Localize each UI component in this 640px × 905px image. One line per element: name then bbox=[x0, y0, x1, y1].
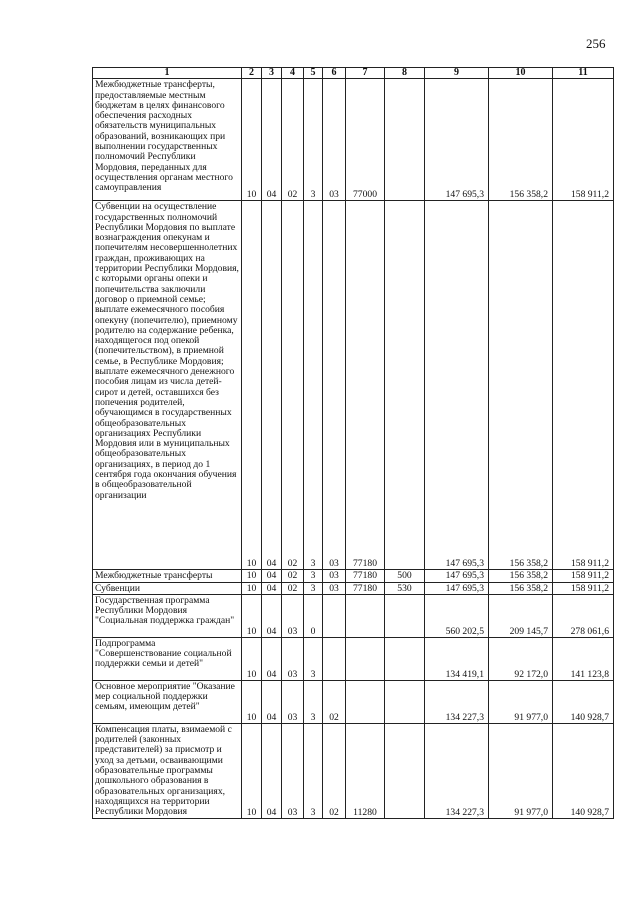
cell-c3: 04 bbox=[262, 201, 282, 570]
cell-c3: 04 bbox=[262, 570, 282, 582]
cell-v9: 147 695,3 bbox=[425, 201, 489, 570]
cell-c5: 3 bbox=[304, 79, 323, 201]
cell-v10: 92 172,0 bbox=[489, 637, 553, 680]
cell-v11: 158 911,2 bbox=[553, 582, 614, 594]
cell-c6: 02 bbox=[323, 680, 346, 723]
cell-c4: 03 bbox=[282, 637, 304, 680]
cell-c5: 3 bbox=[304, 637, 323, 680]
cell-c4: 03 bbox=[282, 594, 304, 637]
cell-v10: 156 358,2 bbox=[489, 201, 553, 570]
cell-v11: 158 911,2 bbox=[553, 570, 614, 582]
cell-c7: 11280 bbox=[346, 723, 385, 818]
row-name: Субвенции на осуществление государственных полномочий Республики Мордовия по выплате вознаграждения опекунам и попечителям несовершеннолетних граждан, проживающих на территории Республики Мордовия, с которыми органы опеки и попечительства заключили договор о приемной семье; выплате ежемесячного пособия опекуну (попечителю), приемному родителю на содержание ребенка, находящегося под опекой (попечительством), в приемной семье, в Республике Мордовия; выплате ежемесячного денежного пособия лицам из числа детей-сирот и детей, оставшихся без попечения родителей, обучающимся в государственных общеобразовательных организациях Республики Мордовия или в муниципальных общеобразовательных организациях, в период до 1 сентября года окончания обучения в общеобразовательной организации bbox=[93, 201, 242, 570]
cell-c4: 03 bbox=[282, 680, 304, 723]
header-cell: 10 bbox=[489, 68, 553, 79]
header-cell: 5 bbox=[304, 68, 323, 79]
cell-c8: 530 bbox=[385, 582, 425, 594]
cell-c2: 10 bbox=[242, 680, 262, 723]
cell-c7 bbox=[346, 637, 385, 680]
cell-c3: 04 bbox=[262, 594, 282, 637]
cell-v11: 278 061,6 bbox=[553, 594, 614, 637]
cell-c5: 3 bbox=[304, 570, 323, 582]
cell-c2: 10 bbox=[242, 594, 262, 637]
cell-v9: 134 227,3 bbox=[425, 680, 489, 723]
header-cell: 2 bbox=[242, 68, 262, 79]
cell-c4: 02 bbox=[282, 201, 304, 570]
row-name: Межбюджетные трансферты, предоставляемые местным бюджетам в целях финансового обеспечения расходных обязательств муниципальных образований, возникающих при выполнении государственных полномочий Республики Мордовия, переданных для осуществления органам местного самоуправления bbox=[93, 79, 242, 201]
cell-c4: 02 bbox=[282, 79, 304, 201]
cell-v9: 147 695,3 bbox=[425, 79, 489, 201]
cell-c7: 77180 bbox=[346, 201, 385, 570]
cell-c2: 10 bbox=[242, 201, 262, 570]
cell-v9: 134 419,1 bbox=[425, 637, 489, 680]
header-cell: 9 bbox=[425, 68, 489, 79]
cell-v11: 140 928,7 bbox=[553, 723, 614, 818]
header-cell: 4 bbox=[282, 68, 304, 79]
cell-v9: 147 695,3 bbox=[425, 582, 489, 594]
row-name: Государственная программа Республики Мордовия "Социальная поддержка граждан" bbox=[93, 594, 242, 637]
cell-c7 bbox=[346, 594, 385, 637]
header-row bbox=[93, 68, 614, 79]
cell-v10: 156 358,2 bbox=[489, 570, 553, 582]
cell-c4: 02 bbox=[282, 570, 304, 582]
table-row bbox=[93, 594, 614, 637]
cell-c7: 77000 bbox=[346, 79, 385, 201]
row-name: Подпрограмма "Совершенствование социальной поддержки семьи и детей" bbox=[93, 637, 242, 680]
cell-v10: 91 977,0 bbox=[489, 680, 553, 723]
cell-c3: 04 bbox=[262, 680, 282, 723]
header-cell: 11 bbox=[553, 68, 614, 79]
cell-v10: 209 145,7 bbox=[489, 594, 553, 637]
cell-c5: 3 bbox=[304, 201, 323, 570]
row-name: Основное мероприятие "Оказание мер социальной поддержки семьям, имеющим детей" bbox=[93, 680, 242, 723]
header-cell: 8 bbox=[385, 68, 425, 79]
cell-c3: 04 bbox=[262, 79, 282, 201]
cell-v11: 141 123,8 bbox=[553, 637, 614, 680]
cell-c6: 02 bbox=[323, 723, 346, 818]
cell-c6: 03 bbox=[323, 570, 346, 582]
budget-table bbox=[92, 67, 614, 819]
cell-c6 bbox=[323, 594, 346, 637]
cell-c8 bbox=[385, 680, 425, 723]
cell-c6: 03 bbox=[323, 201, 346, 570]
page-number: 256 bbox=[586, 36, 606, 51]
table-row bbox=[93, 570, 614, 582]
cell-c5: 3 bbox=[304, 680, 323, 723]
row-name: Компенсация платы, взимаемой с родителей (законных представителей) за присмотр и уход за детьми, осваивающими образовательные программы дошкольного образования в образовательных организациях, находящихся на территории Республики Мордовия bbox=[93, 723, 242, 818]
cell-c2: 10 bbox=[242, 723, 262, 818]
header-cell: 7 bbox=[346, 68, 385, 79]
cell-c2: 10 bbox=[242, 582, 262, 594]
table-row bbox=[93, 201, 614, 570]
cell-v9: 147 695,3 bbox=[425, 570, 489, 582]
cell-v10: 156 358,2 bbox=[489, 79, 553, 201]
cell-c7: 77180 bbox=[346, 570, 385, 582]
cell-c8 bbox=[385, 201, 425, 570]
cell-c3: 04 bbox=[262, 582, 282, 594]
cell-v11: 158 911,2 bbox=[553, 201, 614, 570]
cell-v11: 158 911,2 bbox=[553, 79, 614, 201]
table-row bbox=[93, 680, 614, 723]
cell-c3: 04 bbox=[262, 723, 282, 818]
cell-c8: 500 bbox=[385, 570, 425, 582]
cell-c5: 3 bbox=[304, 723, 323, 818]
cell-c4: 03 bbox=[282, 723, 304, 818]
cell-c5: 0 bbox=[304, 594, 323, 637]
cell-c5: 3 bbox=[304, 582, 323, 594]
cell-c6 bbox=[323, 637, 346, 680]
cell-c8 bbox=[385, 637, 425, 680]
cell-c4: 02 bbox=[282, 582, 304, 594]
table-row bbox=[93, 723, 614, 818]
row-name: Межбюджетные трансферты bbox=[93, 570, 242, 582]
header-cell: 6 bbox=[323, 68, 346, 79]
cell-c3: 04 bbox=[262, 637, 282, 680]
cell-c8 bbox=[385, 723, 425, 818]
cell-c6: 03 bbox=[323, 79, 346, 201]
row-name: Субвенции bbox=[93, 582, 242, 594]
cell-v10: 91 977,0 bbox=[489, 723, 553, 818]
cell-v11: 140 928,7 bbox=[553, 680, 614, 723]
header-cell: 3 bbox=[262, 68, 282, 79]
cell-v10: 156 358,2 bbox=[489, 582, 553, 594]
table-row bbox=[93, 79, 614, 201]
cell-c8 bbox=[385, 79, 425, 201]
cell-c7 bbox=[346, 680, 385, 723]
cell-v9: 560 202,5 bbox=[425, 594, 489, 637]
table-row bbox=[93, 637, 614, 680]
cell-c2: 10 bbox=[242, 637, 262, 680]
table-row bbox=[93, 582, 614, 594]
cell-c6: 03 bbox=[323, 582, 346, 594]
cell-c8 bbox=[385, 594, 425, 637]
header-cell: 1 bbox=[93, 68, 242, 79]
cell-c2: 10 bbox=[242, 79, 262, 201]
cell-c7: 77180 bbox=[346, 582, 385, 594]
cell-c2: 10 bbox=[242, 570, 262, 582]
cell-v9: 134 227,3 bbox=[425, 723, 489, 818]
